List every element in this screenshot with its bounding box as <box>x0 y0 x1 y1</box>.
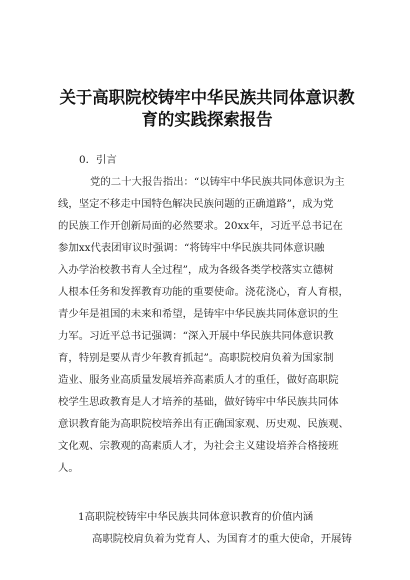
document-title-line-1: 关于高职院校铸牢中华民族共同体意识教 <box>59 88 355 107</box>
paragraph-line: 高职院校肩负着为党育人、为国育才的重大使命，开展铸 <box>92 533 352 545</box>
section-heading-introduction: 0．引言 <box>79 154 117 166</box>
section-heading-value-connotation: 1高职院校铸牢中华民族共同体意识教育的价值内涵 <box>78 511 314 523</box>
paragraph-line: 力军。习近平总书记强调：“深入开展中华民族共同体意识教 <box>58 330 334 342</box>
paragraph-line: 的民族工作开创新局面的必然要求。20xx年，习近平总书记在 <box>58 220 343 232</box>
paragraph-line: 造业、服务业高质量发展培养高素质人才的重任，做好高职院 <box>58 374 339 386</box>
paragraph-line: 文化观、宗教观的高素质人才，为社会主义建设培养合格接班 <box>58 440 339 452</box>
paragraph-line: 育，特别是要从青少年教育抓起”。高职院校肩负着为国家制 <box>58 352 334 364</box>
paragraph-line: 人根本任务和发挥教育功能的重要使命。浇花浇心，育人育根， <box>58 286 349 298</box>
paragraph-line: 校学生思政教育是人才培养的基础，做好铸牢中华民族共同体 <box>58 396 339 408</box>
paragraph-line: 人。 <box>58 462 79 474</box>
document-title-line-2: 育的实践探索报告 <box>141 110 273 129</box>
paragraph-line: 入办学治校教书育人全过程”，成为各级各类学校落实立德树 <box>58 264 334 276</box>
paragraph-line: 意识教育能为高职院校培养出有正确国家观、历史观、民族观、 <box>58 418 349 430</box>
paragraph-line: 党的二十大报告指出：“以铸牢中华民族共同体意识为主 <box>90 176 345 188</box>
paragraph-line: 线，坚定不移走中国特色解决民族问题的正确道路”，成为党 <box>58 198 334 210</box>
paragraph-line: 参加xx代表团审议时强调：“将铸牢中华民族共同体意识融 <box>58 242 325 254</box>
paragraph-line: 青少年是祖国的未来和希望，是铸牢中华民族共同体意识的生 <box>58 308 339 320</box>
